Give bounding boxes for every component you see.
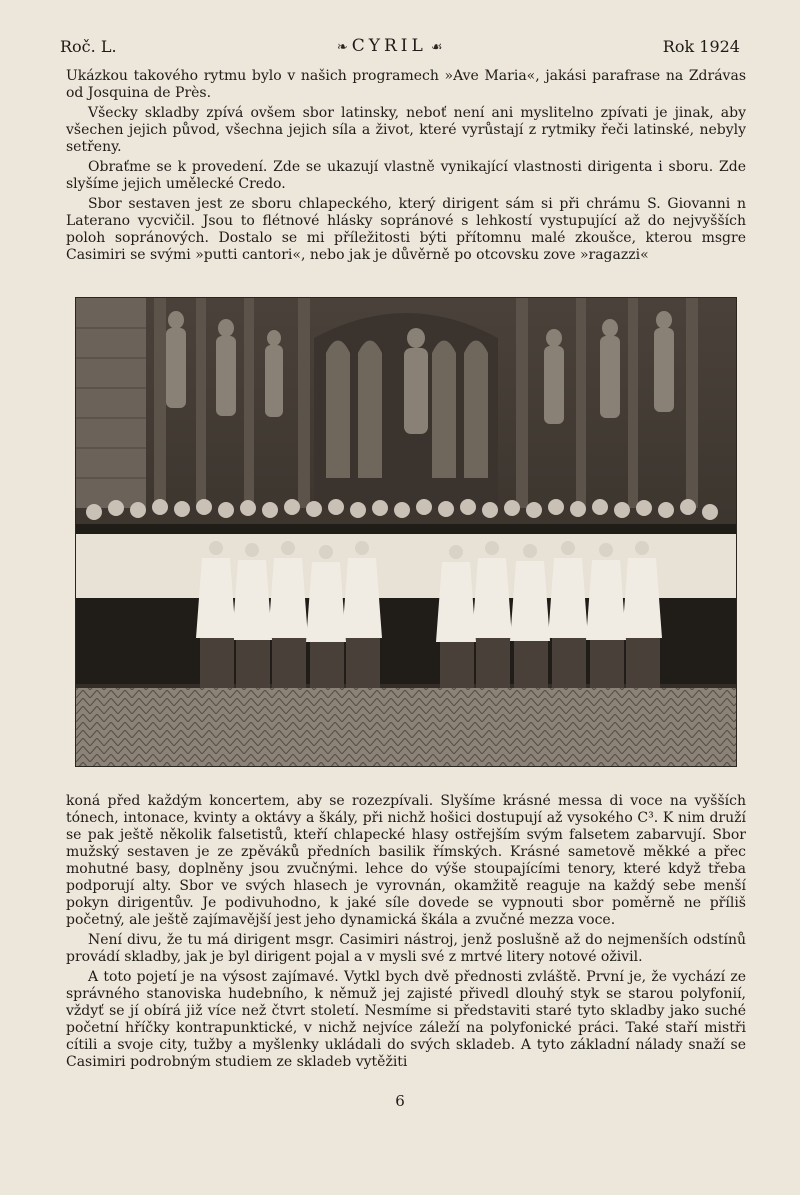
paragraph: A toto pojetí je na výsost zajímavé. Vytkl bych dvě přednosti zvláště. První je, že vychází ze správného stanoviska hudebního, k němuž jej zajisté přivedl dlouhý styk se starou polyfonií, vždyť se jí obírá již více než čtvrt století. Nesmíme si představiti staré tyto skladby jako suché početní hříčky kontrapunktické, v nichž nejvíce záleží na polyfonické práci. Také staří mistři cítili a svoje city, tužby a myšlenky ukládali do svých skladeb. A tyto základní nálady snaží se Casimiri podrobným studiem ze skladeb vytěžiti <box>66 969 746 1070</box>
paragraph: Obraťme se k provedení. Zde se ukazují vlastně vynikající vlastnosti dirigenta i sboru. Zde slyšíme jejich umělecké Credo. <box>66 159 746 192</box>
ornament-right-icon: ☙ <box>430 40 443 55</box>
running-header <box>60 34 740 58</box>
year-label: Rok 1924 <box>662 36 740 56</box>
ornament-left-icon: ❧ <box>336 40 348 55</box>
choir-photo-illustration <box>76 298 736 766</box>
body-text-bottom <box>66 793 746 1074</box>
volume-label: Roč. L. <box>60 36 117 56</box>
paragraph: Není divu, že tu má dirigent msgr. Casimiri nástroj, jenž poslušně až do nejmenších odstínů provádí skladby, jak je byl dirigent pojal a v mysli své z mrtvé litery notové oživil. <box>66 932 746 965</box>
journal-title: CYRIL <box>351 36 427 56</box>
body-text-top <box>66 68 746 267</box>
paragraph: Sbor sestaven jest ze sboru chlapeckého, který dirigent sám si při chrámu S. Giovanni n Laterano vycvičil. Jsou to flétnové hlásky sopránové s lehkostí vystupující až do nejvyšších poloh sopránových. Dostalo se mi příležitosti býti přítomnu malé zkoušce, kterou msgre Casimiri se svými »putti cantori«, nebo jak je důvěrně po otcovsku zove »ragazzi« <box>66 196 746 263</box>
choir-photograph <box>76 298 736 766</box>
paragraph: Všecky skladby zpívá ovšem sbor latinsky, neboť není ani myslitelno zpívati je jinak, aby všechen jejich původ, všechna jejich síla a život, které vyrůstají z rytmiky řeči latinské, nebyly setřeny. <box>66 105 746 155</box>
paragraph: Ukázkou takového rytmu bylo v našich programech »Ave Maria«, jakási parafrase na Zdrávas od Josquina de Près. <box>66 68 746 101</box>
paragraph: koná před každým koncertem, aby se rozezpívali. Slyšíme krásné messa di voce na vyšších tónech, intonace, kvinty a oktávy a škály, při nichž hošici dostupují až vysokého C³. K nim druží se pak ještě několik falsetistů, kteří chlapecké hlasy ostřejším svým falsetem zabarvují. Sbor mužský sestaven je ze zpěváků předních basilik římských. Krásné sametově měkké a přec mohutné basy, doplněny jsou zvučnými. lehce do výše stoupajícími tenory, které když třeba podporují alty. Sbor ve svých hlasech je vyrovnán, okamžitě reaguje na každý sebe menší pokyn dirigentův. Je podivuhodno, k jaké síle dovede se vypnouti sbor poměrně ne příliš početný, ale ještě zajímavější jest jeho dynamická škála a zvučné mezza voce. <box>66 793 746 928</box>
journal-masthead <box>333 36 447 56</box>
page-number: 6 <box>395 1092 405 1110</box>
